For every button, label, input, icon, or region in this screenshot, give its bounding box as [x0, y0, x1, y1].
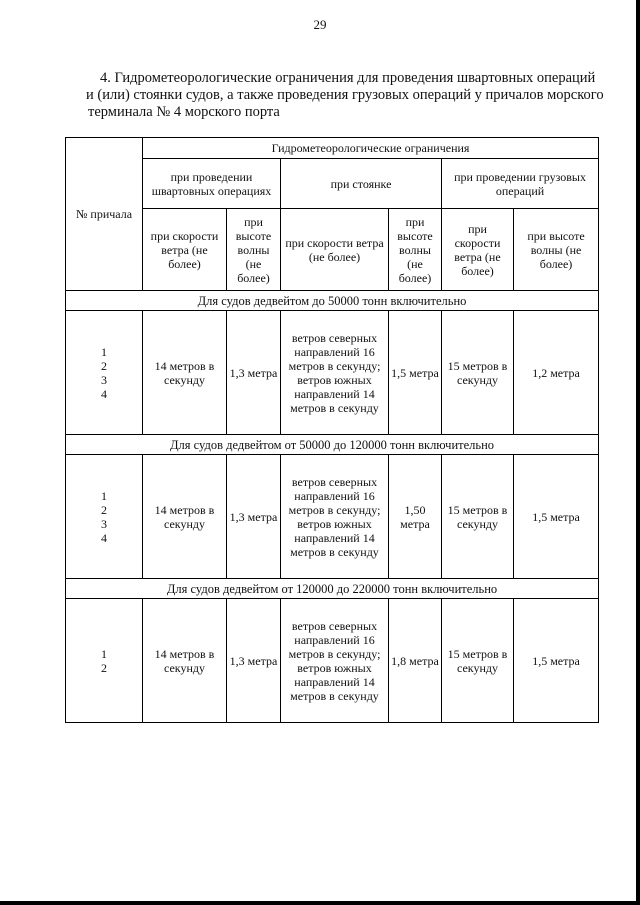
table-header-row — [66, 138, 599, 159]
header-mooring-wind: при скорости ветра (не более) — [143, 209, 227, 291]
berth-number: 1 — [101, 646, 107, 661]
section-title-row — [66, 435, 599, 455]
table-header-row — [66, 209, 599, 291]
berth-number: 4 — [101, 386, 107, 401]
berth-number: 3 — [101, 516, 107, 531]
parking-wave-cell: 1,5 метра — [389, 311, 442, 435]
hydromet-limits-table — [65, 137, 599, 723]
berth-number: 1 — [101, 488, 107, 503]
parking-wind-cell: ветров северных направлений 16 метров в секунду; ветров южных направлений 14 метров в секунду — [281, 311, 389, 435]
table-row — [66, 455, 599, 579]
cargo-wind-cell: 15 метров в секунду — [442, 455, 514, 579]
mooring-wind-cell: 14 метров в секунду — [143, 311, 227, 435]
mooring-wave-cell: 1,3 метра — [227, 455, 281, 579]
berth-number: 4 — [101, 530, 107, 545]
header-cargo-wind: при скорости ветра (не более) — [442, 209, 514, 291]
section-title: Для судов дедвейтом от 120000 до 220000 тонн включительно — [66, 579, 599, 599]
cargo-wind-cell: 15 метров в секунду — [442, 599, 514, 723]
heading-line-1: 4. Гидрометеорологические ограничения для проведения швартовных операций — [100, 70, 596, 86]
header-cargo: при проведении грузовых операций — [442, 159, 599, 209]
mooring-wave-cell: 1,3 метра — [227, 599, 281, 723]
page-number: 29 — [313, 17, 327, 32]
cargo-wave-cell: 1,2 метра — [514, 311, 599, 435]
header-parking-wind: при скорости ветра (не более) — [281, 209, 389, 291]
parking-wind-cell: ветров северных направлений 16 метров в секунду; ветров южных направлений 14 метров в секунду — [281, 455, 389, 579]
berth-number: 3 — [101, 372, 107, 387]
berth-number: 1 — [101, 344, 107, 359]
cargo-wave-cell: 1,5 метра — [514, 599, 599, 723]
header-parking: при стоянке — [281, 159, 442, 209]
berth-numbers — [66, 599, 143, 723]
berth-number: 2 — [101, 660, 107, 675]
mooring-wind-cell: 14 метров в секунду — [143, 455, 227, 579]
header-mooring-wave: при высоте волны (не более) — [227, 209, 281, 291]
cargo-wind-cell: 15 метров в секунду — [442, 311, 514, 435]
header-mooring: при проведении швартовных операциях — [143, 159, 281, 209]
mooring-wave-cell: 1,3 метра — [227, 311, 281, 435]
section-heading — [88, 70, 613, 121]
table-header-row — [66, 159, 599, 209]
berth-number: 2 — [101, 358, 107, 373]
table-row — [66, 311, 599, 435]
berth-numbers — [66, 311, 143, 435]
section-title-row — [66, 579, 599, 599]
header-parking-wave: при высоте волны (не более) — [389, 209, 442, 291]
heading-line-3: терминала № 4 морского порта — [88, 104, 280, 120]
berth-number: 2 — [101, 502, 107, 517]
section-title: Для судов дедвейтом от 50000 до 120000 тонн включительно — [66, 435, 599, 455]
heading-line-2: и (или) стоянки судов, а также проведения грузовых операций у причалов морского — [86, 87, 604, 103]
header-berth-number: № причала — [66, 138, 143, 291]
header-hydromet-limits: Гидрометеорологические ограничения — [143, 138, 599, 159]
parking-wave-cell: 1,50 метра — [389, 455, 442, 579]
cargo-wave-cell: 1,5 метра — [514, 455, 599, 579]
header-cargo-wave: при высоте волны (не более) — [514, 209, 599, 291]
mooring-wind-cell: 14 метров в секунду — [143, 599, 227, 723]
section-title-row — [66, 291, 599, 311]
parking-wave-cell: 1,8 метра — [389, 599, 442, 723]
parking-wind-cell: ветров северных направлений 16 метров в секунду; ветров южных направлений 14 метров в секунду — [281, 599, 389, 723]
section-title: Для судов дедвейтом до 50000 тонн включительно — [66, 291, 599, 311]
berth-numbers — [66, 455, 143, 579]
table-row — [66, 599, 599, 723]
